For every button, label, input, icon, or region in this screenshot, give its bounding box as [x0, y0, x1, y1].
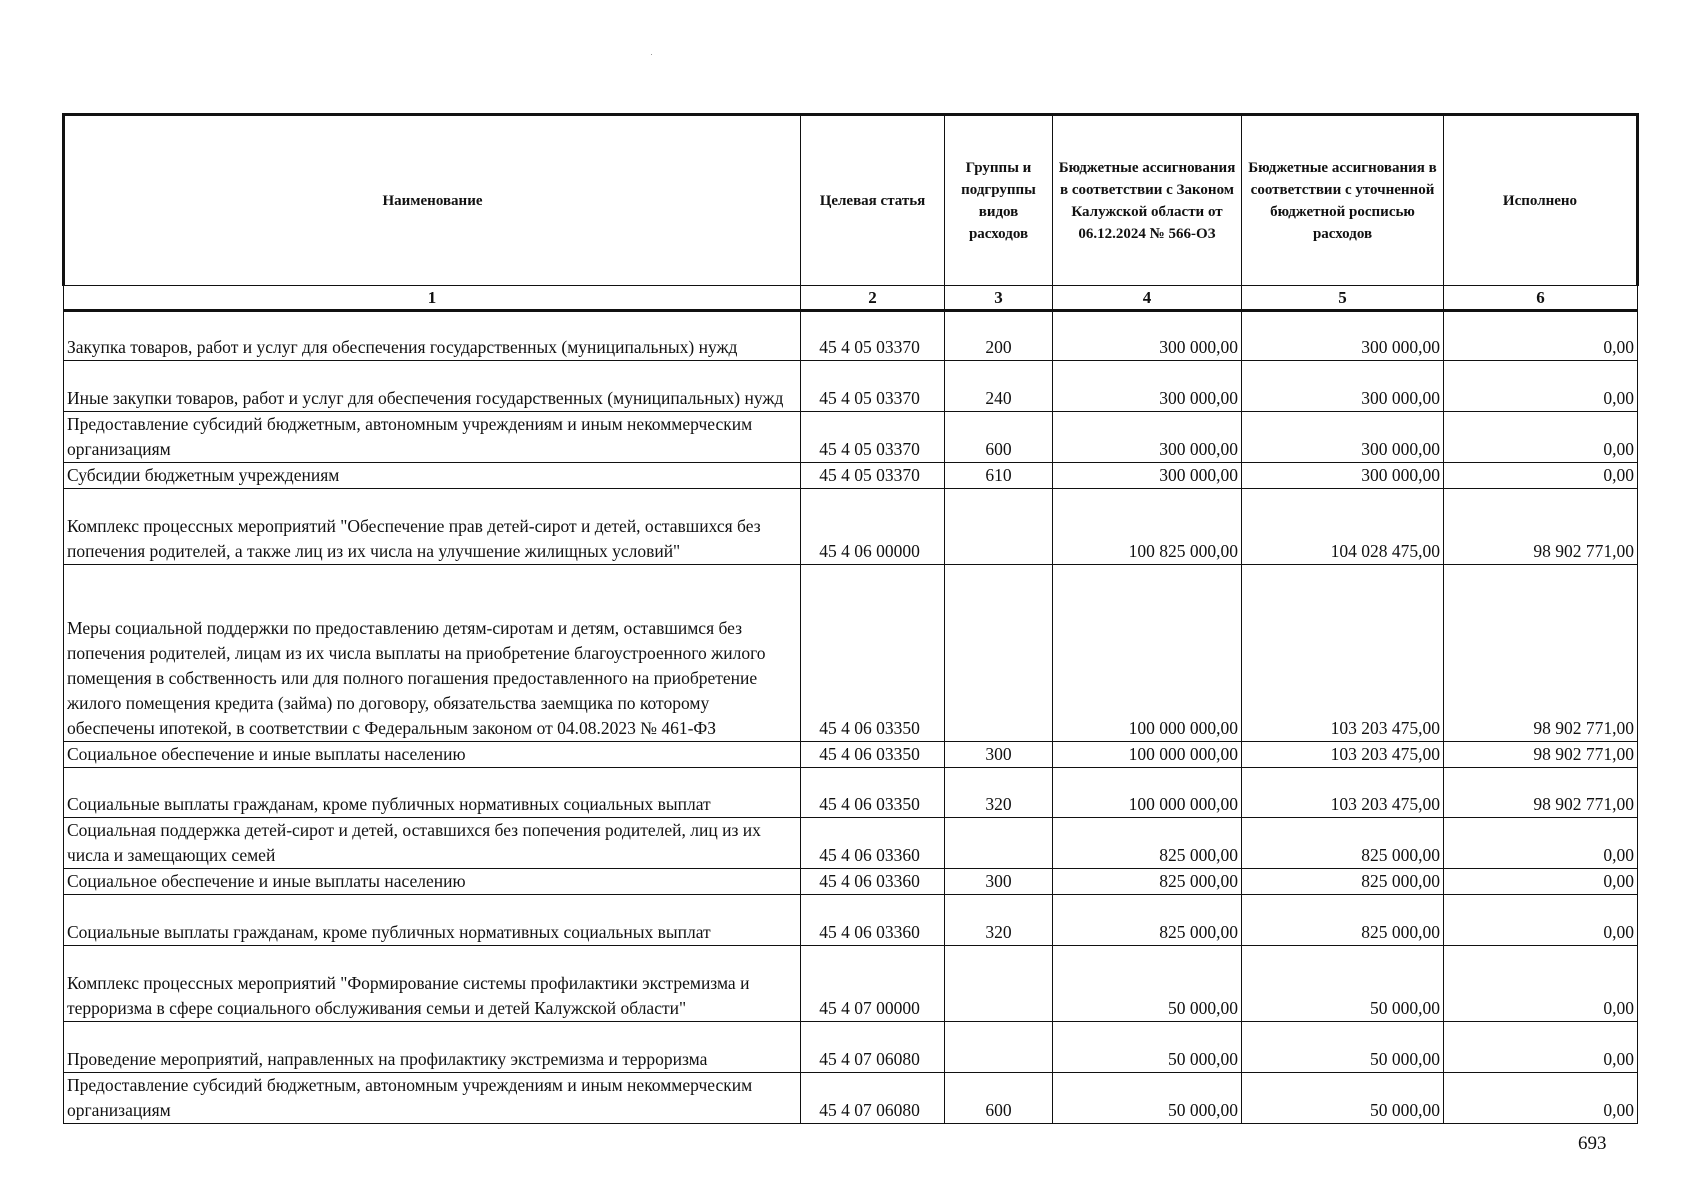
row-law-amount: 100 000 000,00	[1053, 565, 1242, 742]
table-row	[64, 463, 1638, 489]
row-executed-amount: 0,00	[1444, 311, 1638, 361]
row-expense-group	[945, 946, 1053, 1022]
row-law-amount: 50 000,00	[1053, 1022, 1242, 1073]
row-name: Комплекс процессных мероприятий "Формирование системы профилактики экстремизма и терроризма в сфере социального обслуживания семьи и детей Калужской области"	[64, 946, 801, 1022]
row-refined-amount: 50 000,00	[1242, 1022, 1444, 1073]
table-row	[64, 1022, 1638, 1073]
row-refined-amount: 103 203 475,00	[1242, 768, 1444, 818]
header-row	[64, 115, 1638, 286]
row-target-article: 45 4 06 03350	[801, 768, 945, 818]
table-row	[64, 946, 1638, 1022]
row-name: Социальное обеспечение и иные выплаты населению	[64, 742, 801, 768]
row-executed-amount: 0,00	[1444, 869, 1638, 895]
row-law-amount: 825 000,00	[1053, 869, 1242, 895]
row-executed-amount: 98 902 771,00	[1444, 565, 1638, 742]
column-number-row	[64, 286, 1638, 311]
page-number: 693	[1578, 1133, 1607, 1154]
row-expense-group: 200	[945, 311, 1053, 361]
header-target-article: Целевая статья	[801, 115, 945, 286]
row-law-amount: 100 825 000,00	[1053, 489, 1242, 565]
row-refined-amount: 50 000,00	[1242, 1073, 1444, 1124]
row-name: Социальные выплаты гражданам, кроме публичных нормативных социальных выплат	[64, 768, 801, 818]
row-law-amount: 825 000,00	[1053, 818, 1242, 869]
row-executed-amount: 0,00	[1444, 361, 1638, 412]
row-name: Социальные выплаты гражданам, кроме публичных нормативных социальных выплат	[64, 895, 801, 946]
column-number: 2	[801, 286, 945, 311]
row-executed-amount: 0,00	[1444, 895, 1638, 946]
table-row	[64, 768, 1638, 818]
row-expense-group: 600	[945, 412, 1053, 463]
row-expense-group: 300	[945, 742, 1053, 768]
row-executed-amount: 0,00	[1444, 946, 1638, 1022]
column-number: 3	[945, 286, 1053, 311]
row-refined-amount: 300 000,00	[1242, 412, 1444, 463]
row-target-article: 45 4 06 03350	[801, 565, 945, 742]
row-target-article: 45 4 05 03370	[801, 361, 945, 412]
row-executed-amount: 0,00	[1444, 1073, 1638, 1124]
row-law-amount: 50 000,00	[1053, 946, 1242, 1022]
header-expense-groups: Группы и подгруппы видов расходов	[945, 115, 1053, 286]
row-law-amount: 100 000 000,00	[1053, 768, 1242, 818]
row-refined-amount: 825 000,00	[1242, 818, 1444, 869]
scan-speck	[651, 54, 652, 55]
row-expense-group: 610	[945, 463, 1053, 489]
row-expense-group: 320	[945, 895, 1053, 946]
header-name: Наименование	[64, 115, 801, 286]
row-refined-amount: 104 028 475,00	[1242, 489, 1444, 565]
row-target-article: 45 4 05 03370	[801, 311, 945, 361]
row-target-article: 45 4 07 06080	[801, 1073, 945, 1124]
row-target-article: 45 4 07 00000	[801, 946, 945, 1022]
row-target-article: 45 4 06 03360	[801, 895, 945, 946]
row-refined-amount: 825 000,00	[1242, 869, 1444, 895]
table-row	[64, 1073, 1638, 1124]
row-target-article: 45 4 05 03370	[801, 412, 945, 463]
row-expense-group: 320	[945, 768, 1053, 818]
row-name: Закупка товаров, работ и услуг для обеспечения государственных (муниципальных) нужд	[64, 311, 801, 361]
row-law-amount: 300 000,00	[1053, 412, 1242, 463]
row-expense-group	[945, 565, 1053, 742]
row-executed-amount: 98 902 771,00	[1444, 768, 1638, 818]
table-row	[64, 361, 1638, 412]
column-number: 1	[64, 286, 801, 311]
table-row	[64, 565, 1638, 742]
row-name: Предоставление субсидий бюджетным, автономным учреждениям и иным некоммерческим организациям	[64, 412, 801, 463]
row-name: Меры социальной поддержки по предоставлению детям-сиротам и детям, оставшимся без попечения родителей, лицам из их числа выплаты на приобретение благоустроенного жилого помещения в собственность или для полного погашения предоставленного на приобретение жилого помещения кредита (займа) по договору, обязательства заемщика по которому обеспечены ипотекой, в соответствии с Федеральным законом от 04.08.2023 № 461-ФЗ	[64, 565, 801, 742]
row-refined-amount: 300 000,00	[1242, 361, 1444, 412]
row-name: Социальная поддержка детей-сирот и детей, оставшихся без попечения родителей, лиц из их числа и замещающих семей	[64, 818, 801, 869]
row-name: Субсидии бюджетным учреждениям	[64, 463, 801, 489]
row-expense-group	[945, 1022, 1053, 1073]
row-executed-amount: 0,00	[1444, 1022, 1638, 1073]
row-target-article: 45 4 06 03360	[801, 869, 945, 895]
row-expense-group: 300	[945, 869, 1053, 895]
row-executed-amount: 98 902 771,00	[1444, 742, 1638, 768]
row-refined-amount: 300 000,00	[1242, 311, 1444, 361]
row-executed-amount: 0,00	[1444, 412, 1638, 463]
row-expense-group	[945, 818, 1053, 869]
row-refined-amount: 300 000,00	[1242, 463, 1444, 489]
table-row	[64, 742, 1638, 768]
row-refined-amount: 103 203 475,00	[1242, 565, 1444, 742]
row-executed-amount: 0,00	[1444, 818, 1638, 869]
column-number: 4	[1053, 286, 1242, 311]
row-refined-amount: 103 203 475,00	[1242, 742, 1444, 768]
row-name: Проведение мероприятий, направленных на профилактику экстремизма и терроризма	[64, 1022, 801, 1073]
table-row	[64, 489, 1638, 565]
row-target-article: 45 4 06 03360	[801, 818, 945, 869]
row-law-amount: 50 000,00	[1053, 1073, 1242, 1124]
header-refined-allocations: Бюджетные ассигнования в соответствии с уточненной бюджетной росписью расходов	[1242, 115, 1444, 286]
budget-table	[62, 113, 1639, 1124]
row-expense-group: 600	[945, 1073, 1053, 1124]
row-target-article: 45 4 05 03370	[801, 463, 945, 489]
row-refined-amount: 825 000,00	[1242, 895, 1444, 946]
row-name: Комплекс процессных мероприятий "Обеспечение прав детей-сирот и детей, оставшихся без попечения родителей, а также лиц из их числа на улучшение жилищных условий"	[64, 489, 801, 565]
row-executed-amount: 98 902 771,00	[1444, 489, 1638, 565]
row-name: Предоставление субсидий бюджетным, автономным учреждениям и иным некоммерческим организациям	[64, 1073, 801, 1124]
table-row	[64, 895, 1638, 946]
row-law-amount: 300 000,00	[1053, 311, 1242, 361]
row-law-amount: 825 000,00	[1053, 895, 1242, 946]
row-target-article: 45 4 06 03350	[801, 742, 945, 768]
row-executed-amount: 0,00	[1444, 463, 1638, 489]
row-law-amount: 300 000,00	[1053, 463, 1242, 489]
table-row	[64, 818, 1638, 869]
row-name: Иные закупки товаров, работ и услуг для обеспечения государственных (муниципальных) нужд	[64, 361, 801, 412]
column-number: 5	[1242, 286, 1444, 311]
row-target-article: 45 4 07 06080	[801, 1022, 945, 1073]
header-law-allocations: Бюджетные ассигнования в соответствии с Законом Калужской области от 06.12.2024 № 566-ОЗ	[1053, 115, 1242, 286]
row-name: Социальное обеспечение и иные выплаты населению	[64, 869, 801, 895]
table-row	[64, 869, 1638, 895]
row-expense-group	[945, 489, 1053, 565]
row-target-article: 45 4 06 00000	[801, 489, 945, 565]
column-number: 6	[1444, 286, 1638, 311]
header-executed: Исполнено	[1444, 115, 1638, 286]
row-law-amount: 300 000,00	[1053, 361, 1242, 412]
row-refined-amount: 50 000,00	[1242, 946, 1444, 1022]
table-row	[64, 412, 1638, 463]
row-expense-group: 240	[945, 361, 1053, 412]
table-row	[64, 311, 1638, 361]
row-law-amount: 100 000 000,00	[1053, 742, 1242, 768]
